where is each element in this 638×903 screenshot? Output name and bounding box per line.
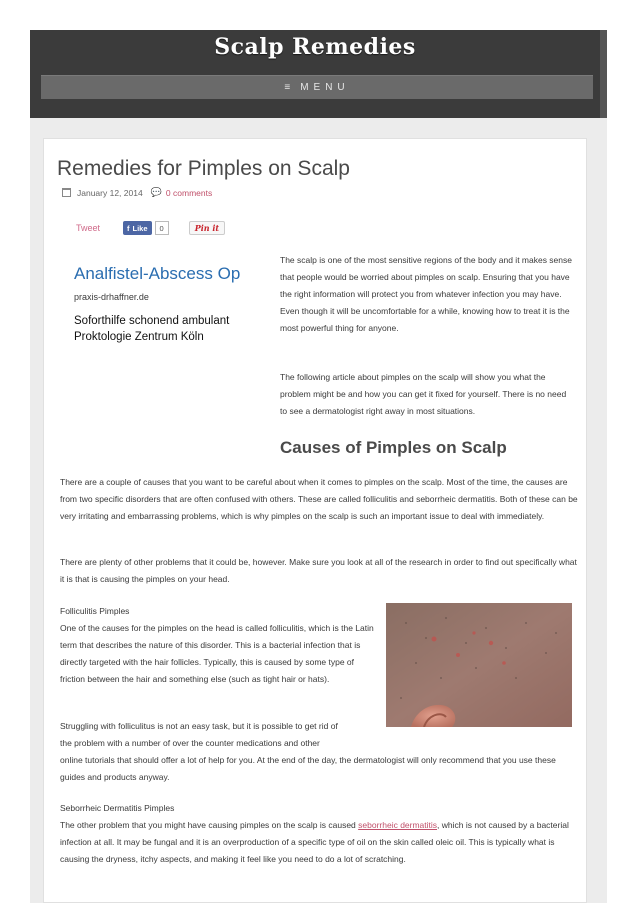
menu-bar[interactable]	[41, 75, 593, 99]
post-date: January 12, 2014	[77, 187, 143, 198]
seborrheic-text-before: The other problem that you might have causing pimples on the scalp is caused	[60, 820, 359, 830]
calendar-icon	[62, 188, 71, 197]
folliculitis-paragraph: One of the causes for the pimples on the head is called folliculitis, which is the Latin term that describes the nature of this disorder. This is a bacterial infection that is directly targeted with the hair follicles. Typically, this is caused by some type of friction between the hair and something else (such as tight hair or hats).	[60, 623, 374, 684]
struggling-line-1: Struggling with folliculitus is not an easy task, but it is possible to get rid of	[60, 721, 338, 731]
menu-label[interactable]: MENU	[300, 82, 350, 93]
site-title[interactable]: Scalp Remedies	[214, 34, 416, 60]
scalp-photo	[386, 603, 572, 727]
struggling-line-2: the problem with a number of over the counter medications and other	[60, 738, 320, 748]
causes-paragraph-1: There are a couple of causes that you want to be careful about when it comes to pimples on the scalp. Most of the time, the causes are from two specific disorders that are often confused with others. These are called folliculitis and seborrheic dermatitis. Both of these can be very irritating and embarrassing problems, which is why pimples on the scalp is such an important issue to deal with immediately.	[60, 477, 578, 521]
header-shadow	[600, 30, 607, 118]
tweet-button[interactable]: Tweet	[76, 223, 101, 233]
fb-like-text: Like	[132, 223, 148, 233]
post-title: Remedies for Pimples on Scalp	[57, 157, 350, 180]
facebook-like-button[interactable]	[123, 221, 169, 235]
intro-paragraph-1: The scalp is one of the most sensitive regions of the body and it makes sense that people would be worried about pimples on scalp. Ensuring that you have the right information will protect you from whatever infection you may have. Even though it will be uncomfortable for a while, knowing how to treat it is the most powerful thing for anyone.	[280, 255, 572, 333]
comments-link[interactable]: 0 comments	[165, 187, 213, 198]
seborrheic-dermatitis-link[interactable]: seborrheic dermatitis	[358, 820, 438, 830]
ad-text[interactable]: Soforthilfe schonend ambulant Proktologie Zentrum Köln	[74, 315, 230, 343]
struggling-paragraph	[60, 718, 580, 786]
folliculitis-section	[60, 603, 380, 688]
seborrheic-heading: Seborrheic Dermatitis Pimples	[60, 803, 175, 813]
causes-paragraph-2: There are plenty of other problems that it could be, however. Make sure you look at all of the research in order to find out specifically what it is that is causing the pimples on your head.	[60, 557, 577, 584]
menu-icon[interactable]: ≡	[284, 82, 291, 93]
seborrheic-text-after: , which is not caused by a bacterial infection at all. It may be fungal and it is an overproduction of a specific type of oil on the skin called oleic oil. This is typically what is causing the dryness, itchy aspects, and making it feel like you need to do a lot of scratching.	[60, 820, 569, 864]
ad-title[interactable]: Analfistel-Abscess Op	[74, 264, 241, 283]
seborrheic-paragraph	[60, 817, 580, 868]
post-meta	[62, 187, 212, 198]
ad-block[interactable]	[74, 264, 264, 345]
pin-it-button[interactable]: Pin it	[189, 221, 225, 235]
struggling-line-3: online tutorials that should offer a lot of help for you. At the end of the day, the dermatologist will only recommend that you use these guides and products anyway.	[60, 755, 556, 782]
comment-icon: 💬	[150, 187, 162, 197]
scalp-photo-image	[386, 603, 572, 727]
causes-heading: Causes of Pimples on Scalp	[280, 438, 507, 457]
share-bar	[76, 221, 225, 235]
seborrheic-section	[60, 800, 580, 868]
facebook-like-label[interactable]	[123, 221, 152, 235]
site-header	[30, 30, 600, 118]
folliculitis-heading: Folliculitis Pimples	[60, 606, 130, 616]
facebook-icon: f	[127, 223, 130, 233]
intro-paragraph-2: The following article about pimples on the scalp will show you what the problem might be and how you can get it fixed for yourself. There is no need to see a dermatologist right away in most situations.	[280, 372, 567, 416]
ad-url[interactable]: praxis-drhaffner.de	[74, 292, 149, 302]
facebook-like-count: 0	[155, 221, 169, 235]
